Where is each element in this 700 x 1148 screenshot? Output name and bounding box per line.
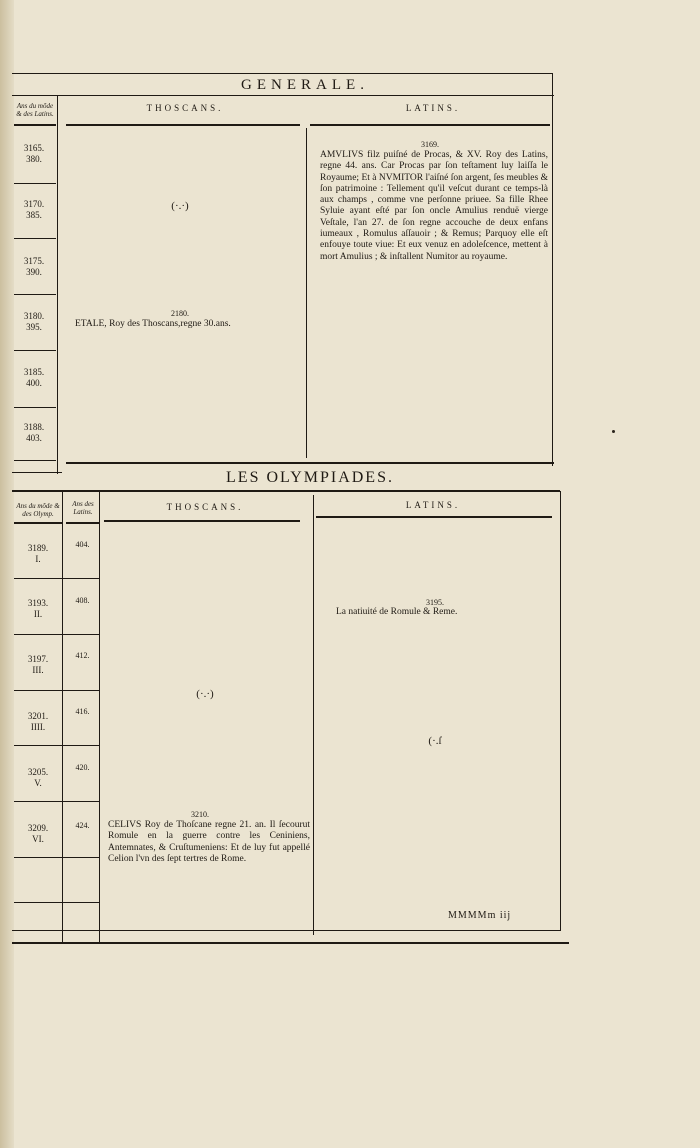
row-rule — [14, 745, 99, 746]
latins-header-olymp: LATINS. — [405, 500, 461, 510]
latin-year-cell: 424. — [75, 821, 90, 830]
latins-entry-year-olymp: 3195. — [426, 598, 444, 607]
olymp-year-cell: 3193. II. — [27, 598, 49, 619]
rule-left-top — [12, 472, 62, 473]
rule-head — [14, 522, 62, 524]
olymp-year-cell: 3205. V. — [27, 767, 49, 788]
olymp-year-cell: 3189. I. — [27, 543, 49, 564]
toscans-header-olymp: THOSCANS. — [166, 502, 244, 512]
latin-year-cell: 404. — [75, 540, 90, 549]
ornament: (·.·) — [196, 688, 214, 700]
latin-years-header-olymp: Ans des Latins. — [72, 500, 94, 516]
ink-speck — [612, 430, 615, 433]
row-rule — [14, 690, 99, 691]
row-rule — [14, 801, 99, 802]
year-cell: 3165. 380. — [23, 143, 45, 164]
rule-head — [316, 516, 552, 518]
section-title-olympiades: LES OLYMPIADES. — [226, 469, 394, 486]
row-rule — [14, 857, 99, 858]
rule-years-col — [57, 96, 58, 474]
rule-mid-col-generale — [306, 128, 307, 458]
section-title-generale: GENERALE. — [241, 77, 369, 93]
row-rule — [14, 578, 99, 579]
year-cell: 3185. 400. — [23, 367, 45, 388]
latins-header-generale: LATINS. — [405, 103, 461, 113]
year-cell: 3175. 390. — [23, 256, 45, 277]
rule-right-top — [552, 73, 553, 466]
row-rule — [14, 183, 56, 184]
rule-bottom — [12, 942, 569, 944]
toscans-entry-year: 2180. — [171, 309, 189, 318]
toscans-header-generale: THOSCANS. — [146, 103, 224, 113]
signature-mark: MMMMm iij — [448, 910, 512, 921]
ornament: (·.·) — [171, 200, 189, 212]
latin-year-cell: 420. — [75, 763, 90, 772]
row-rule — [14, 294, 56, 295]
page-gutter — [0, 0, 14, 1148]
rule-toscans-head — [66, 124, 300, 126]
rule-latins-head — [310, 124, 550, 126]
years-header-olymp: Ans du mõde & des Olymp. — [16, 502, 60, 518]
year-cell: 3188. 403. — [23, 422, 45, 443]
latin-year-cell: 412. — [75, 651, 90, 660]
latins-entry-year: 3169. — [421, 140, 439, 149]
toscans-entry-year-olymp: 3210. — [191, 810, 209, 819]
row-rule — [14, 460, 56, 461]
latins-entry-olymp: La natiuité de Romule & Reme. — [336, 607, 458, 617]
row-rule — [14, 902, 99, 903]
row-rule — [14, 350, 56, 351]
toscans-entry-generale: ETALE, Roy des Thoscans,regne 30.ans. — [75, 319, 231, 329]
year-cell: 3180. 395. — [23, 311, 45, 332]
row-rule — [14, 407, 56, 408]
olymp-year-cell: 3197. III. — [27, 654, 49, 675]
rule-section-divider — [66, 462, 554, 464]
toscans-entry-olymp: CELIVS Roy de Thoſcane regne 21. an. Il ſecourut Romule en la guerre contre les Ceniniens, Antemnates, & Cruſtumeniens: Et de luy fut appellé Celion l'vn des ſept tertres de Rome. — [108, 820, 310, 864]
row-rule — [14, 238, 56, 239]
latins-entry-generale: AMVLIVS filz puiſné de Procas, & XV. Roy des Latins, regne 44. ans. Car Procas par ſon teſtament luy laiſſa le Royaume; Et à NVMITOR l'aiſné ſon argent, ſes meubles & ſon patrimoine : Tellement qu'il veſcut durant ce temps-là aux champs , comme vne perſonne priuee. Sa fille Rhee Syluie ayant eſté par ſon oncle Amulius renduë vierge Veſtale, l'an 27. de ſon regne accouche de deux enfans iumeaux , Romulus aſſauoir ; & Remus; Parquoy elle eſt enfouye toute viue: Et eux venuz en adoleſcence, mettent à mort Amulius ; & inſtallent Numitor au royaume. — [320, 150, 548, 262]
rule-head — [104, 520, 300, 522]
olymp-year-cell: 3201. IIII. — [27, 711, 49, 732]
rule-mid-col-olymp — [313, 495, 314, 935]
rule-olymp-top — [12, 490, 560, 492]
row-rule — [14, 634, 99, 635]
latin-year-cell: 416. — [75, 707, 90, 716]
year-cell: 3170. 385. — [23, 199, 45, 220]
latin-year-cell: 408. — [75, 596, 90, 605]
ornament: (·.ſ — [428, 735, 442, 747]
rule-frame-top — [12, 73, 553, 74]
rule-bottom-inner — [12, 930, 561, 931]
olymp-year-cell: 3209. VI. — [27, 823, 49, 844]
rule-head — [66, 522, 99, 524]
rule-top — [12, 95, 554, 96]
rule-col-a — [62, 492, 63, 942]
rule-right-bottom — [560, 491, 561, 930]
rule-col-b — [99, 492, 100, 942]
rule-years-head — [14, 124, 56, 126]
years-header-generale: Ans du mõde & des Latins. — [16, 102, 54, 118]
